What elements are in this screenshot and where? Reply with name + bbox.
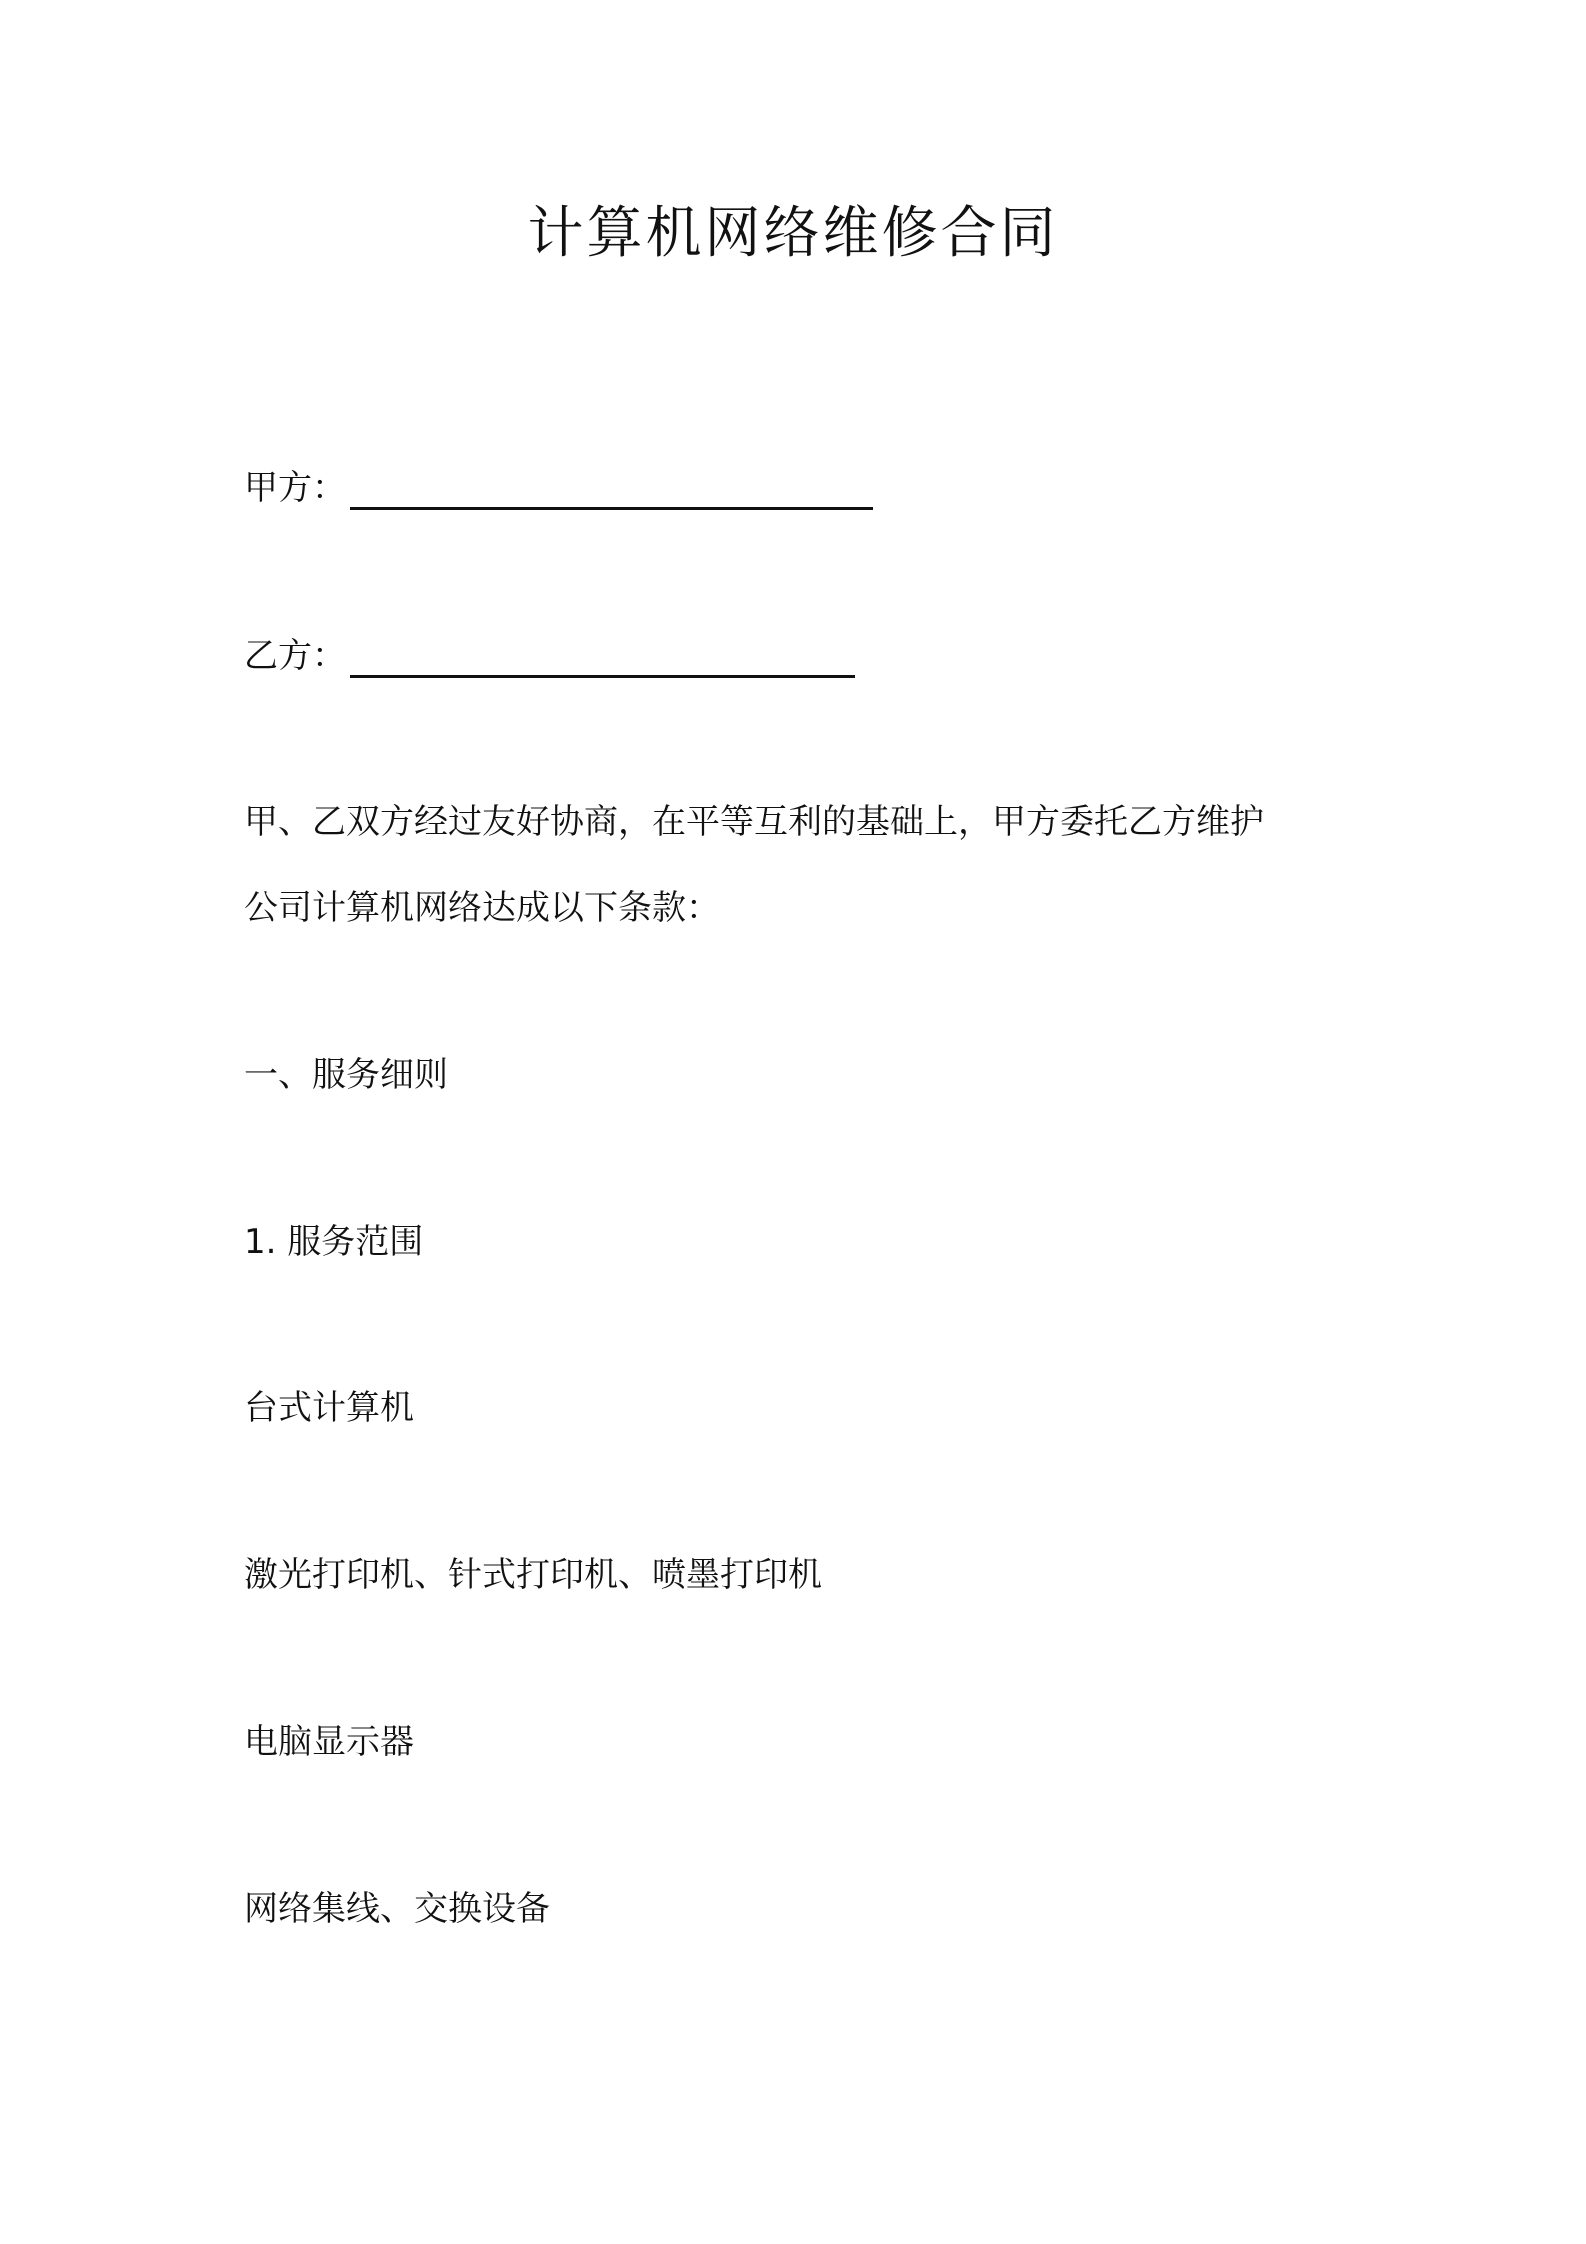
item-heading (244, 1220, 423, 1264)
scope-item: 激光打印机、针式打印机、喷墨打印机 (244, 1555, 822, 1595)
party-b-row (244, 634, 855, 678)
scope-item: 电脑显示器 (244, 1722, 414, 1762)
party-a-blank-line (350, 471, 873, 510)
party-b-blank-line (350, 639, 855, 678)
intro-paragraph-line-2: 公司计算机网络达成以下条款： (244, 888, 720, 928)
party-a-label: 甲方： (244, 468, 346, 508)
item-heading-text: 服务范围 (287, 1222, 424, 1262)
item-number: 1. (244, 1222, 277, 1262)
document-title: 计算机网络维修合同 (527, 201, 1059, 266)
party-b-label: 乙方： (244, 636, 346, 676)
section-heading: 一、服务细则 (244, 1055, 448, 1095)
intro-paragraph-line-1: 甲、乙双方经过友好协商，在平等互利的基础上，甲方委托乙方维护 (244, 802, 1264, 842)
scope-item: 网络集线、交换设备 (244, 1889, 550, 1929)
party-a-row (244, 466, 873, 510)
scope-item: 台式计算机 (244, 1388, 414, 1428)
